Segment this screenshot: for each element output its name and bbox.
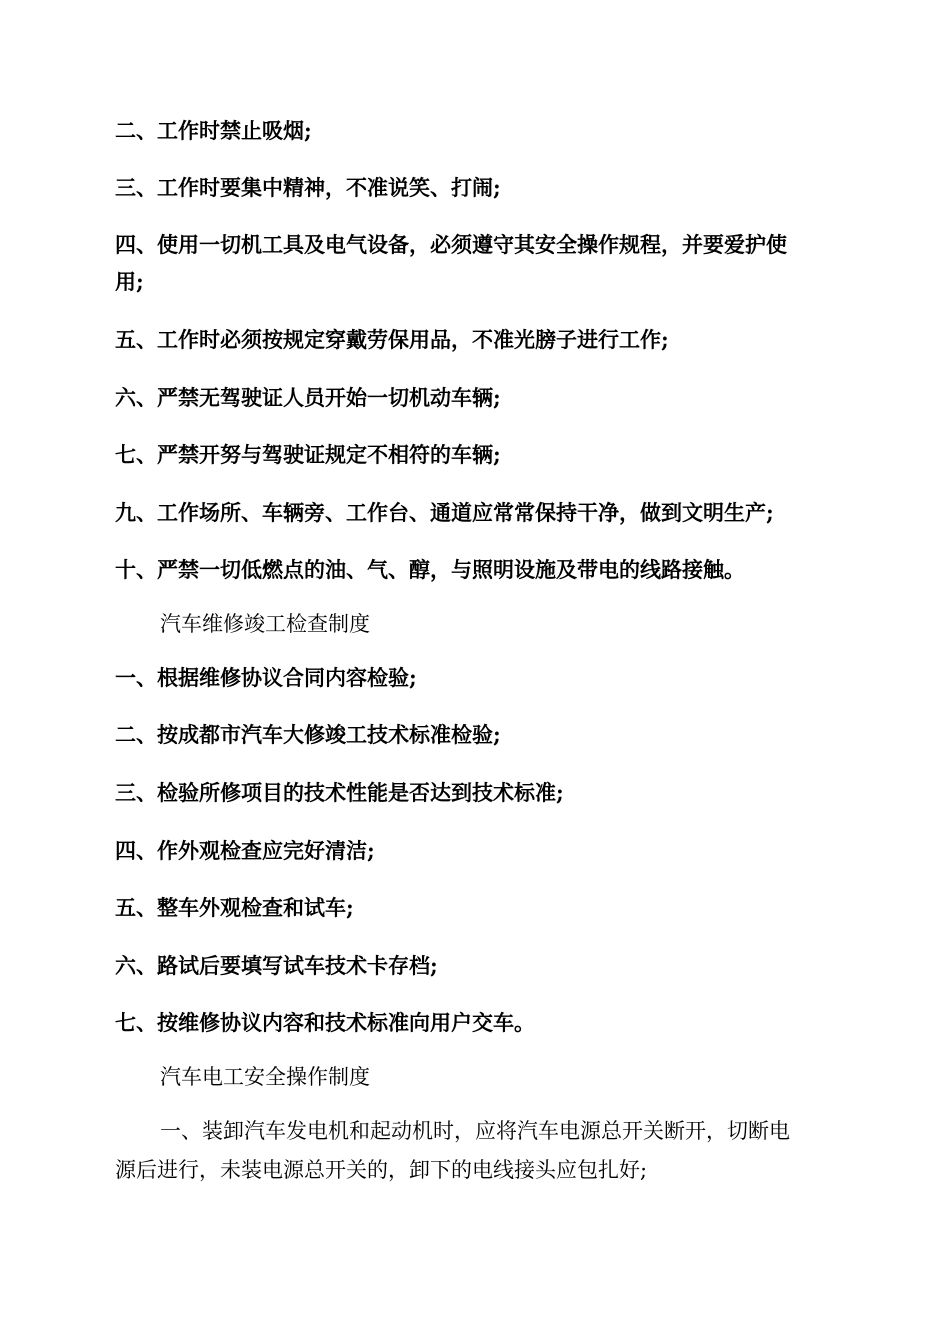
rule-line: 六、路试后要填写试车技术卡存档; — [115, 953, 438, 978]
rule-line: 四、作外观检查应完好清洁; — [115, 838, 375, 863]
rule-line: 五、工作时必须按规定穿戴劳保用品，不准光膀子进行工作; — [115, 327, 669, 352]
rule-line: 七、严禁开努与驾驶证规定不相符的车辆; — [115, 442, 501, 467]
rule-line: 五、整车外观检查和试车; — [115, 895, 354, 920]
paragraph-line: 一、装卸汽车发电机和起动机时，应将汽车电源总开关断开，切断电 — [160, 1119, 790, 1143]
rule-line: 二、按成都市汽车大修竣工技术标准检验; — [115, 722, 501, 747]
rule-line: 六、严禁无驾驶证人员开始一切机动车辆; — [115, 385, 501, 410]
rule-line: 三、工作时要集中精神，不准说笑、打闹; — [115, 175, 501, 200]
rule-line: 十、严禁一切低燃点的油、气、醇，与照明设施及带电的线路接触。 — [115, 557, 745, 582]
rule-line: 九、工作场所、车辆旁、工作台、通道应常常保持干净，做到文明生产; — [115, 500, 774, 525]
section-heading: 汽车电工安全操作制度 — [160, 1065, 370, 1089]
rule-line: 七、按维修协议内容和技术标准向用户交车。 — [115, 1010, 535, 1035]
rule-line: 三、检验所修项目的技术性能是否达到技术标准; — [115, 780, 564, 805]
paragraph-line: 源后进行，未装电源总开关的，卸下的电线接头应包扎好; — [115, 1158, 648, 1182]
rule-line: 四、使用一切机工具及电气设备，必须遵守其安全操作规程，并要爱护使 — [115, 232, 787, 257]
rule-line-continuation: 用; — [115, 269, 144, 294]
section-heading: 汽车维修竣工检查制度 — [160, 612, 370, 636]
rule-line: 一、根据维修协议合同内容检验; — [115, 665, 417, 690]
rule-line: 二、工作时禁止吸烟; — [115, 118, 312, 143]
